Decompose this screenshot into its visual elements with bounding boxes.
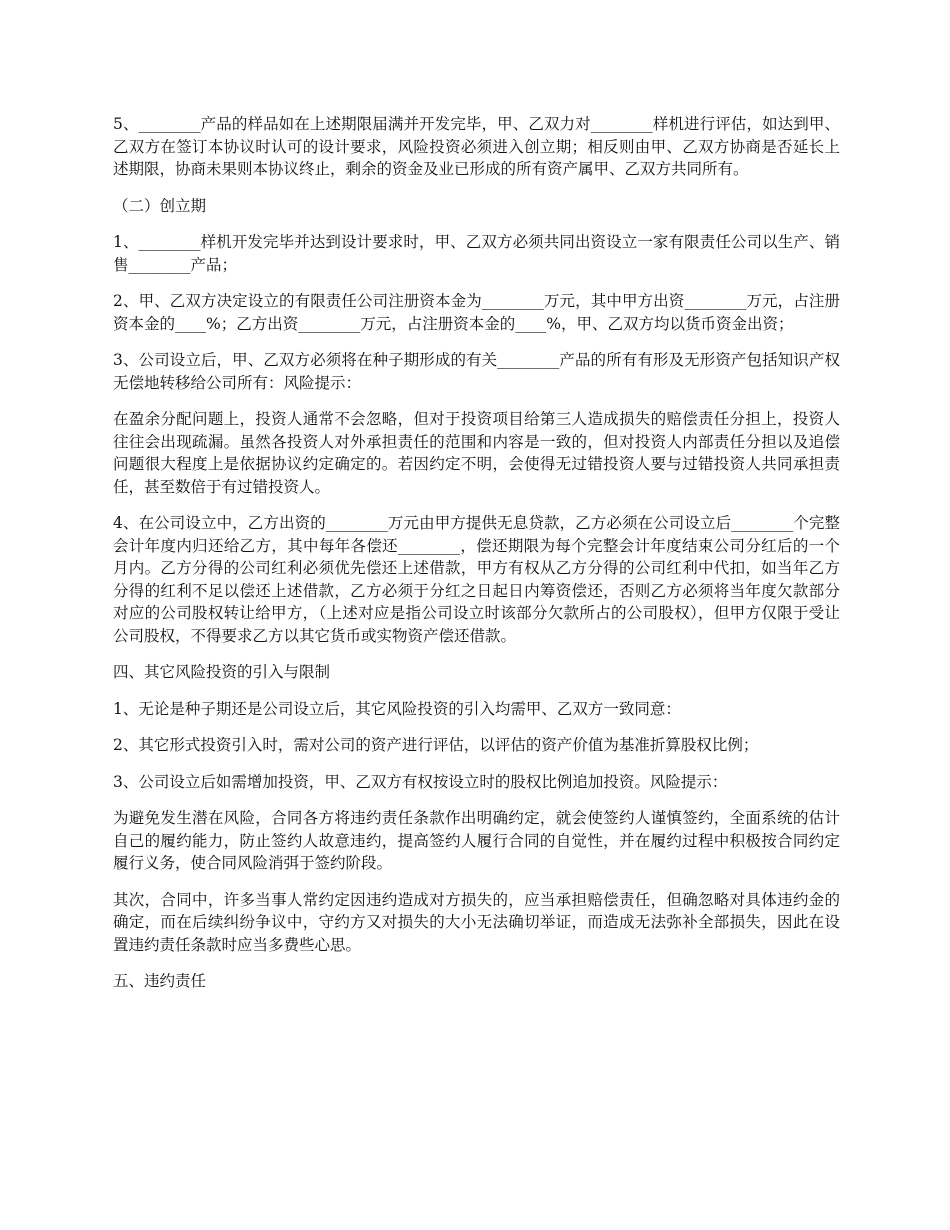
document-page [113, 113, 840, 1007]
clause-4-interest-free-loan: 4、在公司设立中，乙方出资的________万元由甲方提供无息贷款，乙方必须在公司设立后________个完整会计年度内归还给乙方，其中每年各偿还________，偿还期限为每个完整会计年度结束公司分红后的一个月内。乙方分得的公司红利必须优先偿还上述借款，甲方有权从乙方分得的公司红利中代扣，如当年乙方分得的红利不足以偿还上述借款，乙方必须于分红之日起日内筹资偿还，否则乙方必须将当年度欠款部分对应的公司股权转让给甲方，（上述对应是指公司设立时该部分欠款所占的公司股权），但甲方仅限于受让公司股权，不得要求乙方以其它货币或实物资产偿还借款。 [113, 514, 840, 645]
risk-note-liquidated-damages: 其次，合同中，许多当事人常约定因违约造成对方损失的，应当承担赔偿责任，但确忽略对具体违约金的确定，而在后续纠纷争议中，守约方又对损失的大小无法确切举证，而造成无法弥补全部损失，因此在设置违约责任条款时应当多费些心思。 [113, 890, 840, 954]
section-heading-founding-period: （二）创立期 [113, 196, 207, 215]
clause-1-establish-company: 1、________样机开发完毕并达到设计要求时，甲、乙双方必须共同出资设立一家有限责任公司以生产、销售________产品； [113, 233, 840, 274]
section-heading-breach-liability: 五、违约责任 [113, 972, 207, 990]
clause-1-consent-required: 1、无论是种子期还是公司设立后，其它风险投资的引入均需甲、乙双方一致同意： [113, 699, 681, 718]
risk-note-profit-distribution: 在盈余分配问题上，投资人通常不会忽略，但对于投资项目给第三人造成损失的赔偿责任分担上，投资人往往会出现疏漏。虽然各投资人对外承担责任的范围和内容是一致的，但对投资人内部责任分担以及追偿问题很大程度上是依据协议约定确定的。若因约定不明，会使得无过错投资人要与过错投资人共同承担责任，甚至数倍于有过错投资人。 [113, 410, 840, 496]
clause-5-sample-evaluation: 5、________产品的样品如在上述期限届满并开发完毕，甲、乙双力对________样机进行评估，如达到甲、乙双方在签订本协议时认可的设计要求，风险投资必须进入创立期；相反则由甲、乙双方协商是否延长上述期限，协商未果则本协议终止，剩余的资金及业已形成的所有资产属甲、乙双方共同所有。 [113, 115, 840, 178]
clause-2-registered-capital: 2、甲、乙双方决定设立的有限责任公司注册资本金为________万元，其中甲方出资________万元，占注册资本金的____%；乙方出资________万元，占注册资本金的____%，甲、乙双方均以货币资金出资； [113, 292, 840, 333]
clause-3-asset-transfer: 3、公司设立后，甲、乙双方必须将在种子期形成的有关________产品的所有有形及无形资产包括知识产权无偿地转移给公司所有：风险提示： [113, 351, 840, 392]
clause-2-asset-valuation: 2、其它形式投资引入时，需对公司的资产进行评估，以评估的资产价值为基准折算股权比例； [113, 736, 759, 754]
risk-note-breach-terms: 为避免发生潜在风险，合同各方将违约责任条款作出明确约定，就会使签约人谨慎签约，全面系统的估计自己的履约能力，防止签约人故意违约，提高签约人履行合同的自觉性，并在履约过程中积极按合同约定履行义务，使合同风险消弭于签约阶段。 [113, 809, 840, 872]
clause-3-additional-investment: 3、公司设立后如需增加投资，甲、乙双方有权按设立时的股权比例追加投资。风险提示： [113, 772, 728, 791]
section-heading-other-investment: 四、其它风险投资的引入与限制 [113, 663, 331, 681]
